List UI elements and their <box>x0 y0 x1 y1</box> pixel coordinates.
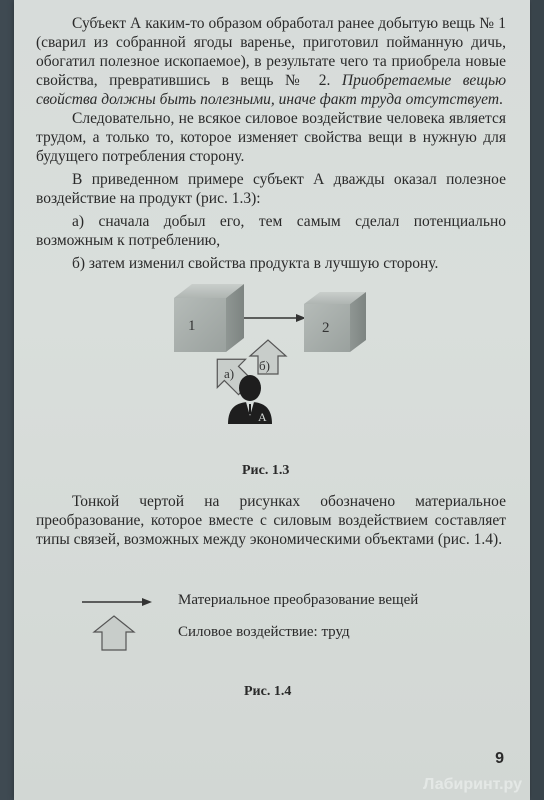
paragraph-segment: . <box>499 91 503 108</box>
page-number: 9 <box>495 750 504 767</box>
legend-force-label: Силовое воздействие: труд <box>178 624 350 640</box>
paragraph-segment: Тонкой чертой на рисунках обозначено материальное преобразование, которое вместе с силовым воздействием составляет типы связей, возможных между экономическими объектами (рис. 1.4). <box>36 493 506 548</box>
book-page <box>14 0 530 800</box>
force-arrow-b-label: б) <box>259 358 270 373</box>
legend-force-arrow <box>94 616 134 650</box>
figure-1-4 <box>14 0 530 800</box>
person-label: А <box>258 410 267 424</box>
figure-1-3-caption: Рис. 1.3 <box>242 463 290 478</box>
paragraph-segment: Субъект А каким-то образом обработал ранее добытую вещь № 1 (сварил из собранной ягоды варенье, приготовил пойманную дичь, обогатил полезное ископаемое), в результате чего та приобрела новые свойства, превратившись в вещь № 2. <box>36 15 506 89</box>
cube-1-label: 1 <box>188 318 196 334</box>
legend-thin-label: Материальное преобразование вещей <box>178 592 419 608</box>
paragraph-segment: б) затем изменил свойства продукта в лучшую сторону. <box>72 255 439 272</box>
paragraph-segment: Приобретаемые вещью свойства должны быть полезными, иначе факт труда отсутствует <box>36 72 506 108</box>
force-arrow-a-label: а) <box>224 366 235 381</box>
watermark-logo: Лабиринт.ру <box>423 776 522 793</box>
page-edge-shadow <box>532 0 544 800</box>
figure-1-4-caption: Рис. 1.4 <box>244 684 292 699</box>
paragraph-segment: а) сначала добыл его, тем самым сделал потенциально возможным к потреблению, <box>36 213 506 249</box>
paragraph-segment: Следовательно, не всякое силовое воздействие человека является трудом, а только то, которое изменяет свойства вещи в нужную для будущего потребления сторону. <box>36 110 506 165</box>
paragraph-segment: В приведенном примере субъект А дважды оказал полезное воздействие на продукт (рис. 1.3): <box>36 171 506 207</box>
legend-thin-arrow <box>82 598 152 606</box>
cube-2-label: 2 <box>322 320 330 336</box>
